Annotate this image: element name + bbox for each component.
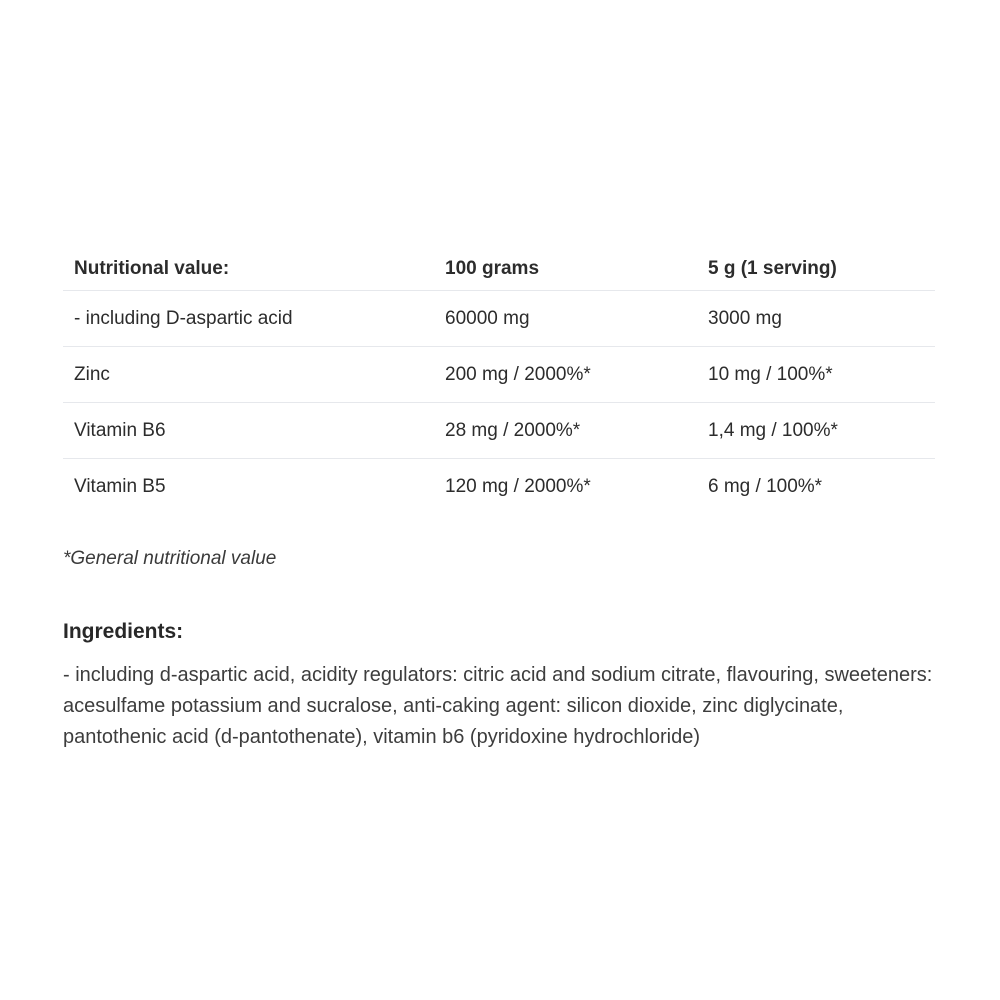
value-per-100g: 120 mg / 2000%* [445, 475, 591, 497]
value-per-100g: 60000 mg [445, 307, 530, 329]
ingredients-paragraph: - including d-aspartic acid, acidity regulators: citric acid and sodium citrate, flavouring, sweeteners: acesulfame potassium and sucralose, anti-caking agent: silicon dioxide, zinc diglycinate, pantothenic acid (d-pantothenate), vitamin b6 (pyridoxine hydrochloride) [63, 664, 933, 748]
value-per-serving: 6 mg / 100%* [708, 475, 823, 497]
value-per-serving: 1,4 mg / 100%* [708, 419, 838, 441]
nutrient-label: Vitamin B6 [74, 419, 166, 441]
ingredients-heading: Ingredients: [63, 620, 184, 643]
column-header-serving: 5 g (1 serving) [708, 258, 837, 279]
nutrition-table [63, 248, 935, 514]
table-row [63, 458, 935, 514]
value-per-serving: 3000 mg [708, 307, 782, 329]
value-per-100g: 200 mg / 2000%* [445, 363, 591, 385]
value-per-serving: 10 mg / 100%* [708, 363, 833, 385]
nutrient-label: - including D-aspartic acid [74, 307, 293, 329]
nutrient-label: Vitamin B5 [74, 475, 166, 497]
table-row [63, 402, 935, 458]
column-header-nutritional-value: Nutritional value: [74, 258, 230, 279]
table-header-row [63, 248, 935, 290]
column-header-100-grams: 100 grams [445, 258, 540, 279]
table-row [63, 290, 935, 346]
general-value-footnote: *General nutritional value [63, 548, 277, 569]
nutrition-section [63, 248, 935, 753]
table-row [63, 346, 935, 402]
value-per-100g: 28 mg / 2000%* [445, 419, 581, 441]
table-body [63, 290, 935, 514]
nutrient-label: Zinc [74, 363, 110, 385]
